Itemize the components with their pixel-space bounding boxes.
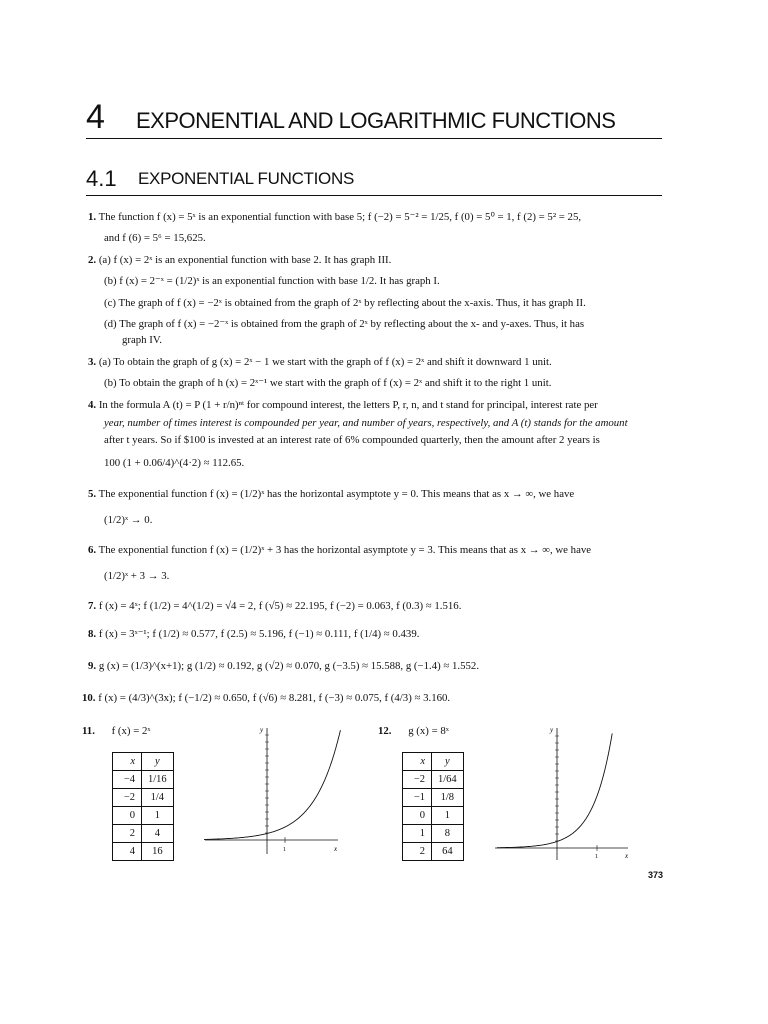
problem-9 xyxy=(88,659,479,673)
problem-6-line2: (1/2)ˣ + 3 → 3. xyxy=(104,570,170,582)
problem-12-header xyxy=(378,724,449,738)
table-cell: 4 xyxy=(142,825,174,843)
problem-number: 2. xyxy=(88,254,97,266)
table-row xyxy=(403,807,464,825)
table-cell: −2 xyxy=(113,789,142,807)
problem-text: f (x) = (4/3)^(3x); f (−1/2) ≈ 0.650, f (√6) ≈ 8.281, f (−3) ≈ 0.075, f (4/3) ≈ 3.160. xyxy=(98,692,451,704)
column-header-x: x xyxy=(113,753,142,771)
table-cell: −4 xyxy=(113,771,142,789)
problem-2-part-d: (d) The graph of f (x) = −2⁻ˣ is obtained from the graph of 2ˣ by reflecting about the x- and y-axes. Thus, it has xyxy=(104,318,585,330)
problem-1-line2: and f (6) = 5⁶ = 15,625. xyxy=(104,232,206,244)
y-axis-label: y xyxy=(260,726,264,734)
problem-text: The function f (x) = 5ˣ is an exponential function with base 5; f (−2) = 5⁻² = 1/25, f (0) = 5⁰ = 1, f (2) = 5² = 25, xyxy=(98,211,582,223)
table-cell: 1 xyxy=(142,807,174,825)
table-cell: 1/8 xyxy=(432,789,464,807)
problem-number: 6. xyxy=(88,544,97,556)
table-row xyxy=(403,789,464,807)
problem-6 xyxy=(88,543,591,557)
table-row xyxy=(113,843,174,861)
table-cell: 64 xyxy=(432,843,464,861)
problem-part-a: (a) f (x) = 2ˣ is an exponential function with base 2. It has graph III. xyxy=(98,254,392,266)
function-label: f (x) = 2ˣ xyxy=(111,725,151,737)
problem-number: 5. xyxy=(88,488,97,500)
problem-8 xyxy=(88,627,419,641)
graph-12 xyxy=(490,722,640,862)
problem-number: 9. xyxy=(88,660,97,672)
problem-4 xyxy=(88,398,598,412)
problem-3 xyxy=(88,355,552,369)
problem-number: 4. xyxy=(88,399,97,411)
problem-7 xyxy=(88,599,461,613)
problem-number: 7. xyxy=(88,600,97,612)
problem-number: 8. xyxy=(88,628,97,640)
chapter-title: EXPONENTIAL AND LOGARITHMIC FUNCTIONS xyxy=(136,108,616,133)
table-cell: 0 xyxy=(403,807,432,825)
problem-text: f (x) = 4ˣ; f (1/2) = 4^(1/2) = √4 = 2, f (√5) ≈ 22.195, f (−2) = 0.063, f (0.3) ≈ 1.516. xyxy=(98,600,462,612)
y-axis-label: y xyxy=(550,726,554,734)
problem-text: g (x) = (1/3)^(x+1); g (1/2) ≈ 0.192, g (√2) ≈ 0.070, g (−3.5) ≈ 15.588, g (−1.4) ≈ 1.552. xyxy=(98,660,480,672)
page-number: 373 xyxy=(648,870,664,880)
problem-number: 1. xyxy=(88,211,97,223)
graph-11 xyxy=(200,722,350,862)
chapter-rule xyxy=(86,138,662,139)
x-axis-label: x xyxy=(625,852,629,860)
problem-4-line3: after t years. So if $100 is invested at an interest rate of 6% compounded quarterly, then the amount after 2 years is xyxy=(104,434,600,446)
table-cell: 1/4 xyxy=(142,789,174,807)
value-table-11 xyxy=(112,752,174,861)
table-row xyxy=(113,789,174,807)
problem-2 xyxy=(88,253,391,267)
table-row xyxy=(403,825,464,843)
problem-11-header xyxy=(82,724,151,738)
problem-2-part-b: (b) f (x) = 2⁻ˣ = (1/2)ˣ is an exponential function with base 1/2. It has graph I. xyxy=(104,275,440,287)
table-cell: 4 xyxy=(113,843,142,861)
table-cell: 1 xyxy=(403,825,432,843)
problem-text: f (x) = 3ˣ⁻¹; f (1/2) ≈ 0.577, f (2.5) ≈ 5.196, f (−1) ≈ 0.111, f (1/4) ≈ 0.439. xyxy=(98,628,420,640)
value-table-12 xyxy=(402,752,464,861)
problem-part-a: (a) To obtain the graph of g (x) = 2ˣ − 1 we start with the graph of f (x) = 2ˣ and shift it downward 1 unit. xyxy=(98,356,552,368)
function-label: g (x) = 8ˣ xyxy=(408,725,449,737)
column-header-y: y xyxy=(142,753,174,771)
table-cell: 2 xyxy=(113,825,142,843)
table-row xyxy=(113,825,174,843)
exponential-curve xyxy=(204,730,340,839)
problem-2-part-c: (c) The graph of f (x) = −2ˣ is obtained from the graph of 2ˣ by reflecting about the x-axis. Thus, it has graph II. xyxy=(104,297,586,309)
table-cell: 2 xyxy=(403,843,432,861)
table-cell: 16 xyxy=(142,843,174,861)
table-cell: −2 xyxy=(403,771,432,789)
table-row xyxy=(403,771,464,789)
x-axis-label: x xyxy=(334,845,338,853)
section-rule xyxy=(86,195,662,196)
problem-text: The exponential function f (x) = (1/2)ˣ has the horizontal asymptote y = 0. This means that as x → ∞, we have xyxy=(98,488,575,500)
section-title: EXPONENTIAL FUNCTIONS xyxy=(138,169,354,188)
exponential-curve xyxy=(497,733,612,847)
problem-4-line2: year, number of times interest is compounded per year, and number of years, respectively, and A (t) stands for the amount xyxy=(104,417,628,429)
table-cell: 1/64 xyxy=(432,771,464,789)
column-header-y: y xyxy=(432,753,464,771)
table-header-row xyxy=(113,753,174,771)
problem-2-part-d-line2: graph IV. xyxy=(122,334,162,346)
problem-number: 12. xyxy=(378,725,392,737)
table-row xyxy=(113,771,174,789)
problem-5 xyxy=(88,487,574,501)
table-cell: 1/16 xyxy=(142,771,174,789)
problem-5-line2: (1/2)ˣ → 0. xyxy=(104,514,153,526)
problem-1 xyxy=(88,210,581,224)
problem-number: 11. xyxy=(82,725,95,737)
column-header-x: x xyxy=(403,753,432,771)
table-row xyxy=(113,807,174,825)
table-header-row xyxy=(403,753,464,771)
problem-text: The exponential function f (x) = (1/2)ˣ + 3 has the horizontal asymptote y = 3. This means that as x → ∞, we have xyxy=(98,544,592,556)
problem-text: In the formula A (t) = P (1 + r/n)ⁿᵗ for compound interest, the letters P, r, n, and t stand for principal, interest rate per xyxy=(98,399,598,411)
problem-number: 10. xyxy=(82,692,96,704)
tick-label: 1 xyxy=(595,854,598,860)
problem-4-line4: 100 (1 + 0.06/4)^(4·2) ≈ 112.65. xyxy=(104,457,245,469)
section-number: 4.1 xyxy=(86,166,117,191)
table-cell: 1 xyxy=(432,807,464,825)
table-cell: 0 xyxy=(113,807,142,825)
problem-number: 3. xyxy=(88,356,97,368)
table-cell: −1 xyxy=(403,789,432,807)
tick-label: 1 xyxy=(283,847,286,853)
chapter-number: 4 xyxy=(86,98,105,136)
table-row xyxy=(403,843,464,861)
table-cell: 8 xyxy=(432,825,464,843)
problem-10 xyxy=(82,691,450,705)
problem-3-part-b: (b) To obtain the graph of h (x) = 2ˣ⁻¹ we start with the graph of f (x) = 2ˣ and shift it to the right 1 unit. xyxy=(104,377,552,389)
